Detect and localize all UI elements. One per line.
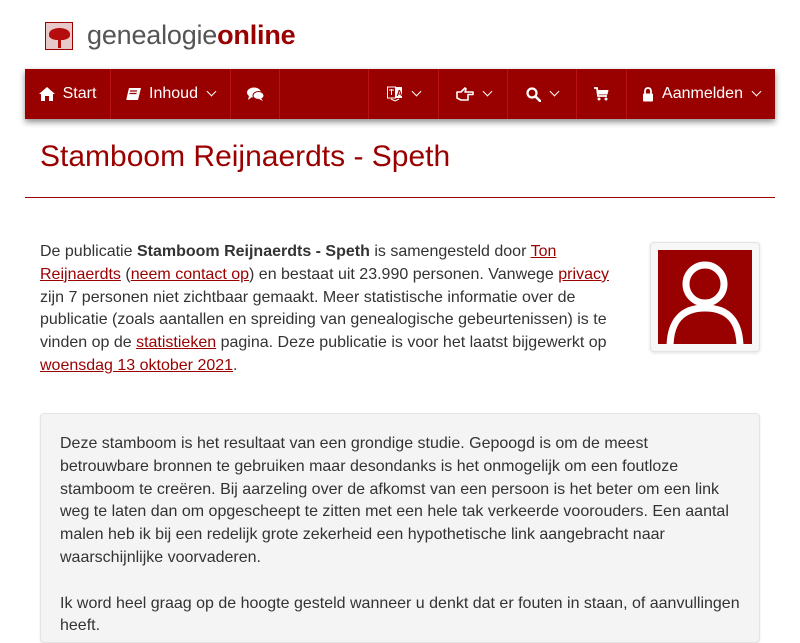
chevron-down-icon — [482, 86, 492, 96]
statistics-link[interactable]: statistieken — [136, 334, 217, 352]
nav-comments[interactable] — [231, 69, 280, 119]
lock-icon — [642, 87, 654, 102]
tree-icon — [45, 22, 73, 50]
main-navbar — [25, 69, 775, 119]
page-title: Stamboom Reijnaerdts - Speth — [40, 140, 451, 173]
nav-translate[interactable] — [369, 69, 439, 119]
chevron-down-icon — [207, 86, 217, 96]
logo-text: genealogieonline — [87, 20, 296, 50]
hand-point-right-icon — [456, 87, 474, 101]
author-link[interactable]: Ton Reijnaerdts — [40, 243, 557, 283]
title-divider — [25, 197, 775, 198]
disclaimer-well — [40, 413, 760, 643]
contact-link[interactable]: neem contact op — [130, 265, 250, 283]
cart-icon — [594, 87, 609, 101]
author-avatar-thumbnail[interactable] — [650, 242, 760, 352]
chevron-down-icon — [550, 86, 560, 96]
site-header — [0, 0, 800, 68]
svg-text:A: A — [396, 89, 403, 98]
search-icon — [526, 87, 541, 102]
publication-intro: De publicatie Stamboom Reijnaerdts - Speth is samengesteld door Ton Reijnaerdts (neem contact op) en bestaat uit 23.990 personen. Vanwege privacy zijn 7 personen niet zichtbaar gemaakt. Meer statistische informatie over de publicatie (zoals aantallen en spreiding van genealogische gebeurtenissen) is te vinden op de statistieken pagina. Deze publicatie is voor het laatst bijgewerkt op woensdag 13 oktober 2021. — [40, 243, 609, 374]
home-icon — [39, 87, 55, 101]
disclaimer-paragraph: Ik word heel graag op de hoogte gesteld wanneer u denkt dat er fouten in staan, of aanvullingen heeft. — [60, 594, 740, 635]
chevron-down-icon — [752, 86, 762, 96]
last-updated-date-link[interactable]: woensdag 13 oktober 2021 — [40, 356, 234, 374]
comments-icon — [247, 87, 264, 101]
nav-aanmelden[interactable]: Aanmelden — [627, 69, 775, 119]
nav-start[interactable]: Start — [25, 69, 111, 119]
nav-search[interactable] — [508, 69, 577, 119]
disclaimer-paragraph: Deze stamboom is het resultaat van een grondige studie. Gepoogd is om de meest betrouwbare bronnen te gebruiken maar desondanks is het onmogelijk om een foutloze stamboom te creëren. Bij aarzeling over de afkomst van een persoon is het beter om een link weg te laten dan om opgescheept te zitten met een hele tak verkeerde voorouders. Een aantal malen heb ik bij een redelijk grote zekerheid een hypothetische link aangebracht naar waarschijnlijke voorvaderen. — [60, 435, 729, 566]
nav-cart[interactable] — [577, 69, 627, 119]
privacy-link[interactable]: privacy — [558, 265, 609, 283]
user-icon — [658, 250, 752, 344]
nav-spacer — [280, 69, 369, 119]
translate-icon — [387, 86, 403, 102]
nav-inhoud[interactable]: Inhoud — [111, 69, 231, 119]
nav-pointer[interactable] — [439, 69, 508, 119]
book-icon — [126, 87, 141, 102]
chevron-down-icon — [412, 86, 422, 96]
publication-name: Stamboom Reijnaerdts - Speth — [136, 243, 370, 260]
site-logo-link[interactable] — [45, 20, 295, 51]
